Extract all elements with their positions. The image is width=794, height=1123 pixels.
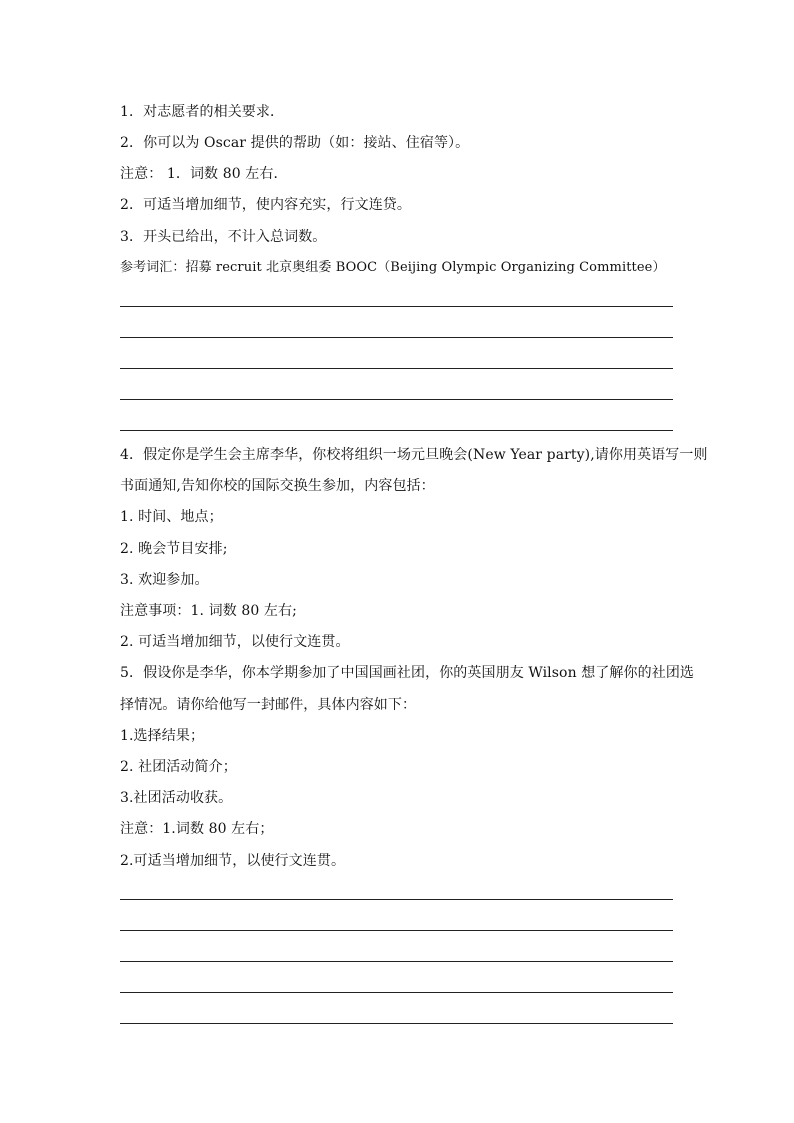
question-4-item-3: 3. 欢迎参加。 [120, 572, 209, 588]
answer-line-8[interactable] [120, 961, 673, 962]
question-4-note-1: 注意事项：1. 词数 80 左右; [120, 603, 297, 619]
question-4-prompt-line-2: 书面通知,告知你校的国际交换生参加，内容包括： [120, 478, 435, 494]
answer-line-9[interactable] [120, 992, 673, 993]
question-4-item-1: 1. 时间、地点； [120, 509, 223, 525]
question-4-item-2: 2. 晚会节目安排; [120, 541, 228, 557]
question-5-note-2: 2.可适当增加细节，以使行文连贯。 [120, 853, 346, 869]
question-5-note-1: 注意：1.词数 80 左右； [120, 821, 274, 837]
answer-line-5[interactable] [120, 430, 673, 431]
requirement-item-2: 2．你可以为 Oscar 提供的帮助（如：接站、住宿等）。 [120, 135, 470, 151]
question-5-item-2: 2. 社团活动简介； [120, 759, 237, 775]
note-add-details: 2．可适当增加细节，使内容充实，行文连贷。 [120, 197, 412, 213]
answer-line-10[interactable] [120, 1023, 673, 1024]
question-5-prompt-line-2: 择情况。请你给他写一封邮件，具体内容如下： [120, 697, 417, 713]
note-word-count: 注意： 1．词数 80 左右． [120, 166, 288, 182]
reference-vocabulary: 参考词汇：招募 recruit 北京奥组委 BOOC（Beijing Olympic Organizing Committee） [120, 260, 666, 275]
answer-line-7[interactable] [120, 930, 673, 931]
answer-line-4[interactable] [120, 399, 673, 400]
question-5-item-3: 3.社团活动收获。 [120, 790, 233, 806]
question-4-note-2: 2. 可适当增加细节，以使行文连贯。 [120, 634, 350, 650]
note-opening-given: 3．开头已给出，不计入总词数。 [120, 229, 327, 245]
question-5-prompt-line-1: 5．假设你是李华，你本学期参加了中国国画社团，你的英国朋友 Wilson 想了解你的社团选 [120, 665, 695, 681]
answer-line-2[interactable] [120, 337, 673, 338]
answer-line-6[interactable] [120, 899, 673, 900]
answer-line-1[interactable] [120, 306, 673, 307]
requirement-item-1: 1．对志愿者的相关要求． [120, 104, 285, 120]
answer-line-3[interactable] [120, 368, 673, 369]
question-5-item-1: 1.选择结果； [120, 728, 205, 744]
question-4-prompt-line-1: 4．假定你是学生会主席李华，你校将组织一场元旦晚会(New Year party),请你用英语写一则 [120, 447, 708, 463]
